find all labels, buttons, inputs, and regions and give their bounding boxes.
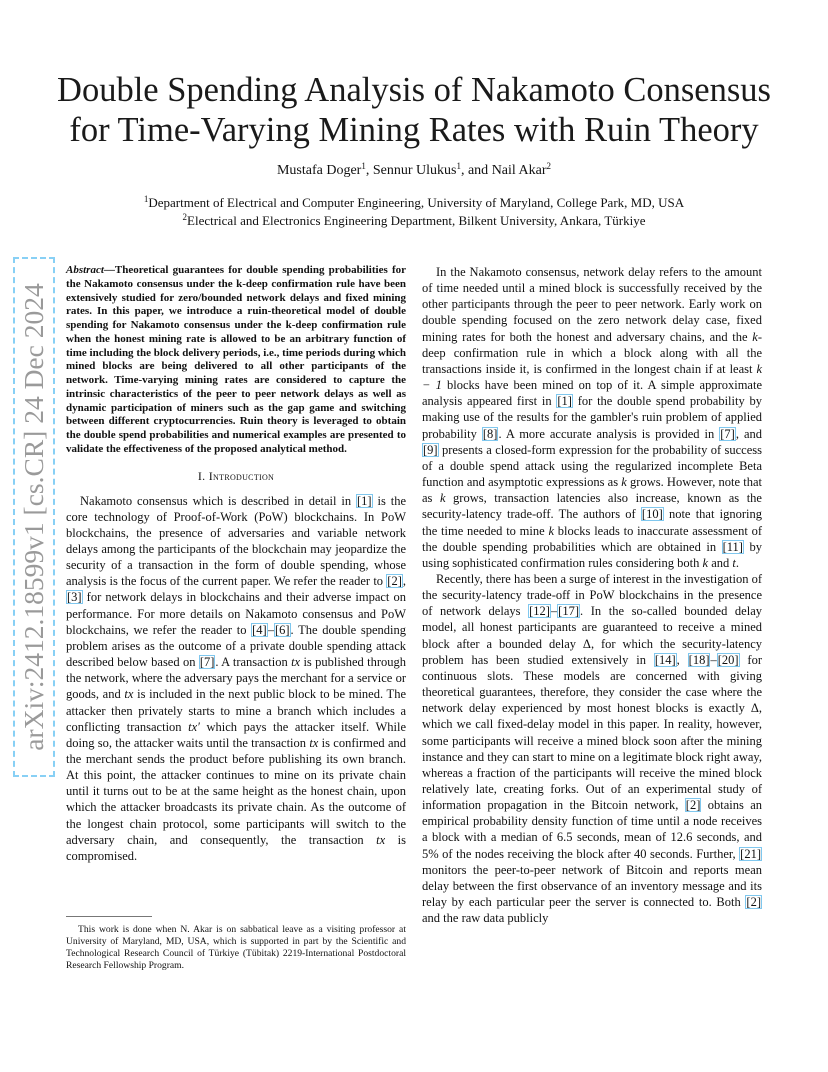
author-affil-mark: 1 bbox=[456, 161, 461, 171]
text-run: . The double spending problem arises as the outcome of a private double spending attack described below based on bbox=[66, 622, 406, 670]
body-paragraph bbox=[422, 571, 762, 926]
citation-link[interactable]: [21] bbox=[740, 846, 761, 861]
arxiv-identifier bbox=[13, 257, 55, 777]
affiliation-mark: 2 bbox=[182, 212, 188, 222]
text-run: blocks have been mined on top of it. A simple approximate analysis appeared first in bbox=[422, 378, 763, 409]
text-run: presents a closed-form expression for the probability of success of a double spend attack using the regularized incomplete Beta function and asymptotic expressions as bbox=[422, 442, 762, 490]
inline-math: k − 1 bbox=[422, 361, 762, 393]
title-line-1: Double Spending Analysis of Nakamoto Consensus bbox=[57, 71, 771, 109]
author-name: Sennur Ulukus bbox=[372, 163, 457, 178]
inline-math: t bbox=[732, 555, 736, 570]
text-run: is compromised. bbox=[66, 832, 406, 863]
inline-math: tx bbox=[291, 655, 301, 670]
citation-link[interactable]: [7] bbox=[199, 655, 215, 670]
affiliation-text: Department of Electrical and Computer Engineering, University of Maryland, College Park, MD, USA bbox=[148, 195, 685, 210]
citation-link[interactable]: [7] bbox=[720, 426, 735, 441]
text-run: is confirmed and the merchant sends the product before publishing its own branch. At this point, the attacker continues to mine on its private chain until it turns out to be at the same height as the honest chain, upon which the attacker broadcasts its private chain. As the outcome of the longest chain protocol, some participants will switch to the adversary chain, and consequently, the transaction bbox=[66, 735, 406, 847]
citation-link[interactable]: [12] bbox=[529, 604, 550, 619]
text-run: obtains an empirical probability density function of time until a node receives a block with a median of 6.5 seconds, mean of 12.6 seconds, and 5% of the nodes receiving the block after 40 seconds. Further, bbox=[422, 798, 762, 861]
arxiv-identifier-text: arXiv:2412.18599v1 [cs.CR] 24 Dec 2024 bbox=[13, 257, 55, 777]
footnote-rule bbox=[66, 916, 152, 917]
text-run: . A more accurate analysis is provided in bbox=[498, 426, 720, 441]
citation-link[interactable]: [9] bbox=[423, 442, 438, 457]
footnote-text: This work is done when N. Akar is on sabbatical leave as a visiting professor at University of Maryland, MD, USA, which is supported in part by the Scientific and Technological Research Council of Türkiye (Tübitak) 2219-International Postdoctoral Research Fellowship Program. bbox=[66, 924, 406, 971]
text-run: , and bbox=[735, 426, 762, 441]
text-run: . A transaction bbox=[215, 655, 292, 670]
paper-title bbox=[40, 70, 788, 150]
text-run: monitors the peer-to-peer network of Bitcoin and reports mean delay between the first observance of an inventory message and its relay by each particular peer the server is connected to. Both bbox=[422, 862, 762, 910]
author-name: Nail Akar bbox=[491, 163, 547, 178]
author-affil-mark: 1 bbox=[361, 161, 366, 171]
text-run: grows, transaction latencies also increase, known as the security-latency trade-off. The authors of bbox=[422, 491, 762, 522]
citation-link[interactable]: [6] bbox=[274, 622, 290, 637]
text-run: for the double spend probability by making use of the results for the gambler's ruin problem of applied probability bbox=[422, 394, 762, 441]
affiliations bbox=[0, 194, 828, 230]
text-run: -deep confirmation rule in which a block along with all the transactions inside it, is confirmed in the longest chain if at least bbox=[422, 329, 762, 376]
text-run: note that ignoring the time needed to mine bbox=[422, 507, 763, 538]
text-run: Nakamoto consensus which is described in detail in bbox=[80, 493, 356, 508]
citation-link[interactable]: [4] bbox=[252, 622, 267, 637]
text-run: which pays the attacker itself. While doing so, the attacker waits until the transaction bbox=[66, 719, 406, 750]
citation-link[interactable]: [10] bbox=[641, 507, 663, 522]
citation-link[interactable]: [11] bbox=[722, 539, 743, 554]
text-run: – bbox=[710, 652, 717, 667]
affiliation-text: Electrical and Electronics Engineering Department, Bilkent University, Ankara, Türkiye bbox=[187, 213, 646, 228]
footnote bbox=[66, 924, 406, 972]
text-run: In the Nakamoto consensus, network delay refers to the amount of time needed until a mined block is successfully received by the other participants through the peer to peer network. Early work on double spending focused on the zero network delay case, fixed mining rates for both the honest and adversary chains, and the bbox=[422, 265, 762, 344]
text-run: by using sophisticated confirmation rules considering both bbox=[422, 539, 762, 570]
text-run: and bbox=[708, 555, 733, 570]
citation-link[interactable]: [1] bbox=[557, 394, 572, 409]
text-run: is the core technology of Proof-of-Work (PoW) blockchains. In PoW blockchains, the presence of adversaries and variable network delays among the participants of the blockchain may jeopardize the security of a transaction in the form of double spending, whose analysis is the focus of the current paper. We refer the reader to bbox=[66, 493, 406, 589]
inline-math: k bbox=[439, 491, 446, 506]
left-column bbox=[66, 264, 406, 864]
intro-paragraph bbox=[66, 493, 406, 865]
citation-link[interactable]: [18] bbox=[688, 652, 710, 667]
affiliation-line bbox=[0, 194, 828, 212]
right-column bbox=[422, 264, 762, 926]
citation-link[interactable]: [3] bbox=[67, 590, 82, 605]
text-run: , bbox=[676, 652, 688, 667]
text-run: . bbox=[735, 555, 739, 570]
abstract-text: —Theoretical guarantees for double spending probabilities for the Nakamoto consensus under the k-deep confirmation rule have been extensively studied for zero/bounded network delays and fixed mining rates. In this paper, we introduce a ruin-theoretical model of double spending for Nakamoto consensus under the k-deep confirmation rule when the honest mining rate is allowed to be an arbitrary function of time including the block delivery periods, i.e., time periods during which mined blocks are being delivered to all other participants of the network. Time-varying mining rates are considered to capture the intrinsic characteristics of the peer to peer network delays as well as dynamic participation of miners such as the gap game and switching between different cryptocurrencies. Ruin theory is leveraged to obtain the double spend probabilities and numerical examples are presented to validate the effectiveness of the proposed analytical method. bbox=[66, 264, 406, 455]
text-run: for network delays in blockchains and their adverse impact on performance. For more details on Nakamoto consensus and PoW blockchains, we refer the reader to bbox=[66, 590, 406, 637]
text-run: and the raw data publicly bbox=[422, 911, 549, 926]
text-run: for continuous slots. These models are concerned with giving theoretical guarantees, therefore, they consider the case where the network delay experienced by most honest blocks is exactly Δ, which we call fixed-delay model in this paper. In reality, however, some participants will receive a mined block soon after the mining instance and they can start to mine on a legitimate block right away, whereas a fraction of the participants will receive the mined block relatively late, creating forks. Out of an experimental study of information propagation in the Bitcoin network, bbox=[422, 652, 762, 813]
body-paragraph bbox=[422, 264, 762, 571]
inline-math: tx bbox=[376, 832, 386, 847]
text-run: – bbox=[550, 604, 558, 619]
inline-math: k bbox=[548, 523, 555, 538]
inline-math: tx bbox=[309, 735, 319, 750]
affiliation-line bbox=[0, 212, 828, 230]
citation-link[interactable]: [2] bbox=[746, 895, 761, 910]
inline-math: k bbox=[702, 555, 709, 570]
citation-link[interactable]: [2] bbox=[685, 798, 701, 813]
text-run: – bbox=[267, 622, 274, 637]
citation-link[interactable]: [2] bbox=[387, 574, 402, 589]
affiliation-mark: 1 bbox=[143, 194, 149, 204]
citation-link[interactable]: [20] bbox=[717, 652, 739, 667]
inline-math: tx bbox=[124, 687, 134, 702]
text-run: , bbox=[402, 574, 406, 589]
text-run: . In the so-called bounded delay model, all honest participants are guaranteed to receive a mined block after a bounded delay Δ, for which the security-latency problem has been studied extensively in bbox=[422, 604, 763, 667]
author-affil-mark: 2 bbox=[546, 161, 552, 171]
abstract-label: Abstract bbox=[66, 264, 104, 276]
citation-link[interactable]: [17] bbox=[558, 604, 579, 619]
inline-math: k bbox=[752, 329, 758, 344]
text-run: Recently, there has been a surge of interest in the investigation of the security-latency trade-off in PoW blockchains in the presence of network delays bbox=[422, 571, 762, 619]
title-line-2: for Time-Varying Mining Rates with Ruin Theory bbox=[69, 111, 759, 149]
author-list bbox=[0, 162, 828, 180]
abstract bbox=[66, 264, 406, 457]
inline-math: tx′ bbox=[188, 719, 200, 734]
citation-link[interactable]: [1] bbox=[357, 493, 372, 508]
author-name: Mustafa Doger bbox=[276, 163, 362, 178]
author-separator: , bbox=[365, 163, 373, 178]
text-run: is included in the next public block to be mined. The attacker then privately starts to mine a branch which includes a conflicting transaction bbox=[66, 687, 406, 734]
section-heading: I. Introduction bbox=[197, 468, 275, 483]
text-run: grows. However, note that as bbox=[422, 475, 763, 506]
author-separator: , and bbox=[460, 163, 492, 178]
inline-math: k bbox=[621, 475, 627, 490]
citation-link[interactable]: [8] bbox=[482, 426, 498, 441]
citation-link[interactable]: [14] bbox=[654, 652, 676, 667]
text-run: blocks leads to inaccurate assessment of the double spending probabilities which are obtained in bbox=[422, 523, 762, 554]
text-run: is published through the network, where the adversary pays the merchant for a service or goods, and bbox=[66, 655, 406, 702]
